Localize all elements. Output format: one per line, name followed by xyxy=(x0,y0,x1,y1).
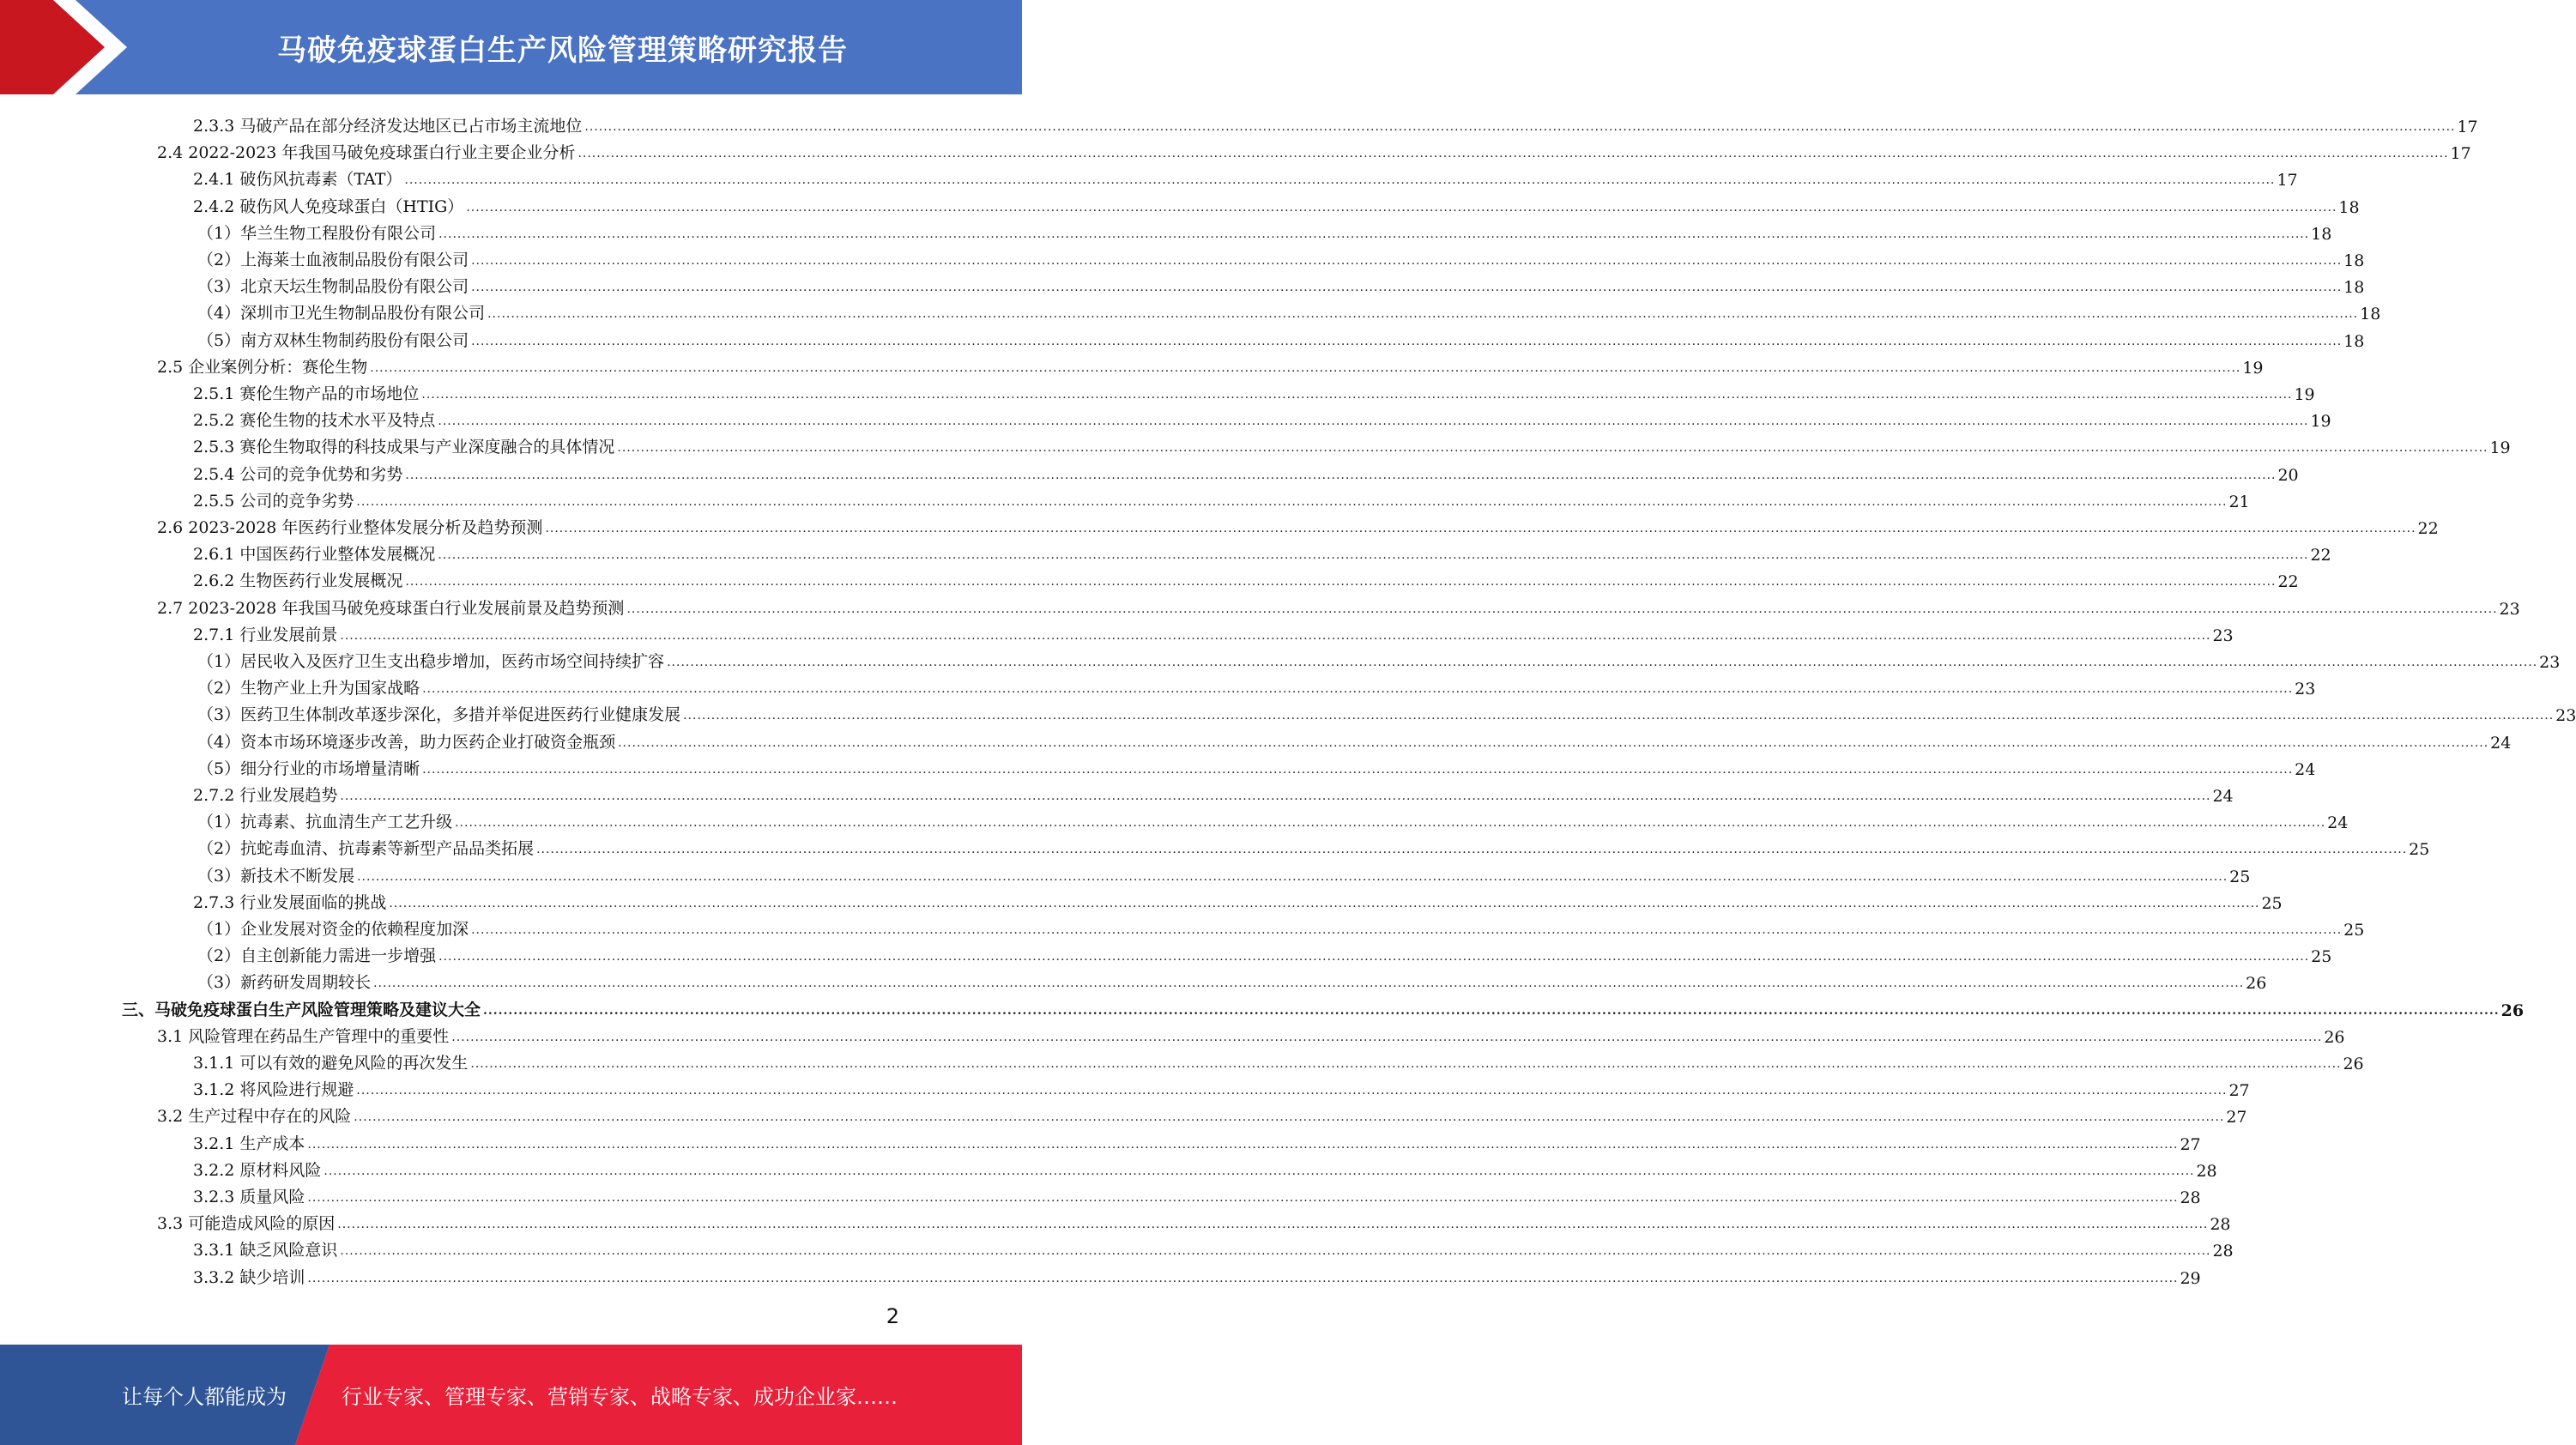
toc-entry[interactable] xyxy=(197,270,2365,298)
toc-entry-page: 22 xyxy=(2310,546,2331,565)
toc-entry-page: 28 xyxy=(2212,1242,2234,1261)
toc-entry-label: 2.7 2023-2028 年我国马破免疫球蛋白行业发展前景及趋势预测 xyxy=(157,598,625,618)
toc-entry-label: 3.2.3 质量风险 xyxy=(193,1188,305,1206)
toc-entry-label: 3.2.1 生产成本 xyxy=(193,1134,305,1153)
toc-entry[interactable] xyxy=(193,404,2331,432)
toc-dot-leader: ................................................................................................................................................................................................................................................................................................................................................................................................................ xyxy=(471,923,2343,937)
toc-entry[interactable] xyxy=(122,994,2525,1020)
toc-entry-label: （5）细分行业的市场增量清晰 xyxy=(197,759,420,778)
toc-entry[interactable] xyxy=(197,645,2561,672)
toc-entry[interactable] xyxy=(193,110,2478,136)
toc-entry[interactable] xyxy=(197,940,2332,967)
toc-dot-leader: ................................................................................................................................................................................................................................................................................................................................................................................................................ xyxy=(324,1164,2195,1178)
toc-entry-page: 18 xyxy=(2343,278,2365,298)
toc-dot-leader: ................................................................................................................................................................................................................................................................................................................................................................................................................ xyxy=(466,200,2337,215)
toc-entry[interactable] xyxy=(193,1234,2234,1261)
toc-entry[interactable] xyxy=(193,163,2298,190)
toc-entry[interactable] xyxy=(197,806,2349,833)
toc-entry-label: 2.4.1 破伤风抗毒素（TAT） xyxy=(193,170,402,190)
toc-entry-label: 三、马破免疫球蛋白生产风险管理策略及建议大全 xyxy=(122,1000,481,1019)
toc-entry-page: 23 xyxy=(2539,653,2561,672)
toc-dot-leader: ................................................................................................................................................................................................................................................................................................................................................................................................................ xyxy=(356,1084,2228,1098)
toc-entry[interactable] xyxy=(193,565,2299,592)
toc-entry-label: 2.7.2 行业发展趋势 xyxy=(193,786,338,805)
toc-entry[interactable] xyxy=(157,136,2471,164)
toc-dot-leader: ................................................................................................................................................................................................................................................................................................................................................................................................................ xyxy=(487,307,2359,322)
toc-entry[interactable] xyxy=(193,458,2299,485)
toc-entry-page: 28 xyxy=(2210,1215,2231,1235)
toc-entry-page: 29 xyxy=(2180,1268,2201,1288)
toc-entry-page: 28 xyxy=(2180,1188,2201,1207)
toc-entry-label: （4）资本市场环境逐步改善，助力医药企业打破资金瓶颈 xyxy=(197,732,616,752)
toc-entry[interactable] xyxy=(193,431,2511,458)
toc-dot-leader: ................................................................................................................................................................................................................................................................................................................................................................................................................ xyxy=(683,709,2555,723)
page-number: 2 xyxy=(886,1304,899,1328)
toc-dot-leader: ................................................................................................................................................................................................................................................................................................................................................................................................................ xyxy=(455,816,2326,831)
toc-entry[interactable] xyxy=(193,1073,2250,1101)
footer-slogan-right: 行业专家、管理专家、营销专家、战略专家、成功企业家…… xyxy=(342,1385,898,1409)
toc-entry-label: （3）北京天坛生物制品股份有限公司 xyxy=(197,277,469,297)
toc-entry[interactable] xyxy=(193,779,2234,806)
toc-entry-label: （2）抗蛇毒血清、抗毒素等新型产品品类拓展 xyxy=(197,839,535,859)
toc-entry-page: 17 xyxy=(2277,171,2298,190)
toc-entry-label: 3.2.2 原材料风险 xyxy=(193,1160,322,1180)
toc-entry-label: 2.5.2 赛伦生物的技术水平及特点 xyxy=(193,411,436,431)
toc-dot-leader: ................................................................................................................................................................................................................................................................................................................................................................................................................ xyxy=(667,656,2538,669)
toc-dot-leader: ................................................................................................................................................................................................................................................................................................................................................................................................................ xyxy=(584,120,2456,134)
toc-entry-page: 28 xyxy=(2196,1161,2217,1181)
toc-dot-leader: ................................................................................................................................................................................................................................................................................................................................................................................................................ xyxy=(370,360,2241,375)
toc-dot-leader: ................................................................................................................................................................................................................................................................................................................................................................................................................ xyxy=(422,762,2294,777)
toc-dot-leader: ................................................................................................................................................................................................................................................................................................................................................................................................................ xyxy=(577,147,2449,161)
toc-entry[interactable] xyxy=(197,860,2251,886)
toc-entry-page: 19 xyxy=(2310,412,2331,432)
toc-entry-page: 18 xyxy=(2343,331,2365,351)
toc-dot-leader: ................................................................................................................................................................................................................................................................................................................................................................................................................ xyxy=(438,548,2309,563)
toc-dot-leader: ................................................................................................................................................................................................................................................................................................................................................................................................................ xyxy=(307,1191,2179,1205)
toc-dot-leader: ................................................................................................................................................................................................................................................................................................................................................................................................................ xyxy=(421,388,2293,402)
toc-entry-page: 25 xyxy=(2261,893,2283,913)
toc-dot-leader: ................................................................................................................................................................................................................................................................................................................................................................................................................ xyxy=(307,1271,2179,1285)
toc-dot-leader: ................................................................................................................................................................................................................................................................................................................................................................................................................ xyxy=(405,575,2277,589)
toc-dot-leader: ................................................................................................................................................................................................................................................................................................................................................................................................................ xyxy=(471,254,2343,268)
toc-dot-leader: ................................................................................................................................................................................................................................................................................................................................................................................................................ xyxy=(438,227,2310,241)
toc-entry[interactable] xyxy=(193,1181,2201,1207)
toc-entry[interactable] xyxy=(193,378,2315,404)
toc-entry-page: 18 xyxy=(2360,305,2381,324)
toc-entry-label: （5）南方双林生物制药股份有限公司 xyxy=(197,330,469,350)
toc-entry-label: 2.5 企业案例分析：赛伦生物 xyxy=(157,357,368,377)
toc-entry-label: 3.3 可能造成风险的原因 xyxy=(157,1214,336,1234)
page-header xyxy=(0,0,1022,94)
toc-dot-leader: ................................................................................................................................................................................................................................................................................................................................................................................................................ xyxy=(451,1030,2323,1044)
toc-entry[interactable] xyxy=(197,698,2576,726)
toc-entry-label: 3.1.1 可以有效的避免风险的再次发生 xyxy=(193,1054,469,1073)
toc-entry-page: 22 xyxy=(2417,519,2439,538)
toc-dot-leader: ................................................................................................................................................................................................................................................................................................................................................................................................................ xyxy=(536,843,2408,857)
toc-dot-leader: ................................................................................................................................................................................................................................................................................................................................................................................................................ xyxy=(405,468,2277,482)
toc-entry-page: 25 xyxy=(2311,947,2332,967)
toc-entry[interactable] xyxy=(193,190,2360,217)
toc-dot-leader: ................................................................................................................................................................................................................................................................................................................................................................................................................ xyxy=(471,281,2343,295)
toc-dot-leader: ................................................................................................................................................................................................................................................................................................................................................................................................................ xyxy=(626,602,2498,616)
toc-entry[interactable] xyxy=(193,485,2250,511)
toc-entry-label: （1）华兰生物工程股份有限公司 xyxy=(197,223,437,243)
toc-dot-leader: ................................................................................................................................................................................................................................................................................................................................................................................................................ xyxy=(422,682,2294,697)
toc-entry-page: 26 xyxy=(2343,1055,2364,1073)
toc-entry[interactable] xyxy=(157,592,2520,619)
toc-entry-label: （1）企业发展对资金的依赖程度加深 xyxy=(197,920,469,939)
toc-dot-leader: ................................................................................................................................................................................................................................................................................................................................................................................................................ xyxy=(404,173,2276,188)
toc-entry-label: 2.3.3 马破产品在部分经济发达地区已占市场主流地位 xyxy=(193,117,583,136)
toc-entry[interactable] xyxy=(193,538,2331,565)
toc-entry-page: 24 xyxy=(2327,813,2349,833)
toc-dot-leader: ................................................................................................................................................................................................................................................................................................................................................................................................................ xyxy=(337,1218,2209,1232)
toc-entry[interactable] xyxy=(197,753,2316,779)
toc-entry-label: 2.6.2 生物医药行业发展概况 xyxy=(193,571,403,591)
toc-entry-page: 25 xyxy=(2343,921,2365,940)
toc-entry[interactable] xyxy=(197,297,2381,324)
toc-dot-leader: ................................................................................................................................................................................................................................................................................................................................................................................................................ xyxy=(470,1057,2342,1071)
toc-entry[interactable] xyxy=(193,886,2283,913)
toc-entry-label: 2.5.5 公司的竞争劣势 xyxy=(193,491,354,511)
toc-entry-label: 2.6 2023-2028 年医药行业整体发展分析及趋势预测 xyxy=(157,518,543,537)
toc-entry[interactable] xyxy=(197,913,2365,940)
toc-entry-label: （2）生物产业上升为国家战略 xyxy=(197,679,420,698)
toc-dot-leader: ................................................................................................................................................................................................................................................................................................................................................................................................................ xyxy=(340,1244,2211,1259)
toc-entry-page: 27 xyxy=(2228,1081,2250,1101)
toc-entry[interactable] xyxy=(193,1261,2201,1288)
toc-entry[interactable] xyxy=(197,832,2430,860)
toc-entry-page: 26 xyxy=(2246,974,2267,994)
header-arrow-decoration xyxy=(0,0,137,94)
toc-entry-page: 19 xyxy=(2294,385,2315,404)
toc-entry-page: 23 xyxy=(2499,599,2520,619)
page-footer xyxy=(0,1345,1022,1445)
toc-dot-leader: ................................................................................................................................................................................................................................................................................................................................................................................................................ xyxy=(617,441,2488,456)
toc-dot-leader: ................................................................................................................................................................................................................................................................................................................................................................................................................ xyxy=(340,628,2211,643)
toc-entry[interactable] xyxy=(157,1020,2345,1047)
toc-entry-page: 17 xyxy=(2457,118,2478,136)
toc-entry[interactable] xyxy=(193,1047,2364,1073)
toc-dot-leader: ................................................................................................................................................................................................................................................................................................................................................................................................................ xyxy=(438,950,2310,964)
toc-entry-label: 2.6.1 中国医药行业整体发展概况 xyxy=(193,545,436,565)
toc-entry-label: 2.7.3 行业发展面临的挑战 xyxy=(193,892,387,912)
toc-entry-label: 3.3.1 缺乏风险意识 xyxy=(193,1241,338,1261)
toc-entry-page: 24 xyxy=(2295,759,2316,779)
toc-entry-label: 3.3.2 缺少培训 xyxy=(193,1267,305,1287)
toc-entry-label: （1）居民收入及医疗卫生支出稳步增加，医药市场空间持续扩容 xyxy=(197,652,665,671)
toc-entry[interactable] xyxy=(197,672,2316,699)
toc-dot-leader: ................................................................................................................................................................................................................................................................................................................................................................................................................ xyxy=(618,735,2489,750)
toc-dot-leader: ................................................................................................................................................................................................................................................................................................................................................................................................................ xyxy=(471,334,2343,348)
toc-entry[interactable] xyxy=(197,966,2267,994)
toc-entry-page: 24 xyxy=(2490,733,2512,753)
toc-entry-label: 3.2 生产过程中存在的风险 xyxy=(157,1107,352,1127)
toc-entry-page: 22 xyxy=(2277,572,2299,592)
toc-entry-page: 26 xyxy=(2324,1027,2345,1047)
toc-entry[interactable] xyxy=(193,1154,2217,1181)
toc-dot-leader: ................................................................................................................................................................................................................................................................................................................................................................................................................ xyxy=(483,1003,2500,1018)
toc-entry-page: 24 xyxy=(2212,787,2234,806)
toc-entry-page: 25 xyxy=(2409,840,2430,860)
toc-entry[interactable] xyxy=(197,217,2332,244)
toc-entry-label: 2.4 2022-2023 年我国马破免疫球蛋白行业主要企业分析 xyxy=(157,143,576,163)
toc-entry-page: 18 xyxy=(2311,224,2332,244)
toc-entry[interactable] xyxy=(157,1100,2247,1128)
toc-entry-label: （3）医药卫生体制改革逐步深化，多措并举促进医药行业健康发展 xyxy=(197,705,681,725)
toc-entry-label: （3）新药研发周期较长 xyxy=(197,973,372,993)
toc-entry-label: （3）新技术不断发展 xyxy=(197,866,355,886)
toc-dot-leader: ................................................................................................................................................................................................................................................................................................................................................................................................................ xyxy=(356,494,2228,509)
toc-entry-page: 27 xyxy=(2180,1134,2201,1154)
toc-entry-page: 19 xyxy=(2489,438,2511,458)
toc-dot-leader: ................................................................................................................................................................................................................................................................................................................................................................................................................ xyxy=(545,522,2416,535)
toc-entry-label: 2.4.2 破伤风人免疫球蛋白（HTIG） xyxy=(193,196,464,216)
toc-entry-label: 2.5.4 公司的竞争优势和劣势 xyxy=(193,464,403,484)
toc-entry[interactable] xyxy=(157,351,2264,378)
footer-slogan-left: 让每个人都能成为 xyxy=(122,1385,287,1409)
toc-entry-page: 23 xyxy=(2295,680,2316,699)
toc-entry-label: （2）上海莱士血液制品股份有限公司 xyxy=(197,251,469,269)
toc-dot-leader: ................................................................................................................................................................................................................................................................................................................................................................................................................ xyxy=(389,896,2260,910)
toc-dot-leader: ................................................................................................................................................................................................................................................................................................................................................................................................................ xyxy=(354,1110,2225,1125)
page-title: 马破免疫球蛋白生产风险管理策略研究报告 xyxy=(277,33,848,68)
toc-entry[interactable] xyxy=(157,511,2439,538)
toc-entry-page: 17 xyxy=(2450,144,2471,164)
toc-entry-label: （2）自主创新能力需进一步增强 xyxy=(197,946,437,966)
toc-entry[interactable] xyxy=(197,726,2512,753)
toc-entry-label: 3.1.2 将风险进行规避 xyxy=(193,1080,354,1100)
toc-entry-page: 27 xyxy=(2226,1108,2247,1128)
toc-entry[interactable] xyxy=(193,619,2234,645)
toc-entry-page: 21 xyxy=(2228,492,2250,511)
toc-dot-leader: ................................................................................................................................................................................................................................................................................................................................................................................................................ xyxy=(438,414,2309,429)
toc-entry[interactable] xyxy=(197,244,2365,270)
toc-entry[interactable] xyxy=(197,324,2365,351)
toc-dot-leader: ................................................................................................................................................................................................................................................................................................................................................................................................................ xyxy=(307,1137,2179,1152)
toc-entry-page: 19 xyxy=(2242,358,2264,378)
toc-entry-label: 2.7.1 行业发展前景 xyxy=(193,625,338,644)
toc-entry-label: （1）抗毒素、抗血清生产工艺升级 xyxy=(197,813,453,832)
toc-entry[interactable] xyxy=(193,1128,2201,1154)
toc-entry-label: 2.5.1 赛伦生物产品的市场地位 xyxy=(193,384,420,403)
toc-entry-page: 23 xyxy=(2555,706,2576,726)
toc-entry-page: 18 xyxy=(2343,251,2365,270)
toc-entry-page: 20 xyxy=(2277,465,2299,485)
toc-entry-page: 25 xyxy=(2229,867,2251,886)
toc-entry-label: 3.1 风险管理在药品生产管理中的重要性 xyxy=(157,1026,450,1046)
toc-entry[interactable] xyxy=(157,1207,2231,1235)
toc-entry-label: 2.5.3 赛伦生物取得的科技成果与产业深度融合的具体情况 xyxy=(193,438,615,457)
toc-dot-leader: ................................................................................................................................................................................................................................................................................................................................................................................................................ xyxy=(373,976,2245,991)
toc-dot-leader: ................................................................................................................................................................................................................................................................................................................................................................................................................ xyxy=(357,869,2228,884)
toc-entry-page: 26 xyxy=(2500,1001,2525,1020)
toc-dot-leader: ................................................................................................................................................................................................................................................................................................................................................................................................................ xyxy=(340,789,2211,803)
toc-entry-label: （4）深圳市卫光生物制品股份有限公司 xyxy=(197,304,486,323)
toc-entry-page: 23 xyxy=(2212,626,2234,645)
toc-entry-page: 18 xyxy=(2338,197,2360,217)
